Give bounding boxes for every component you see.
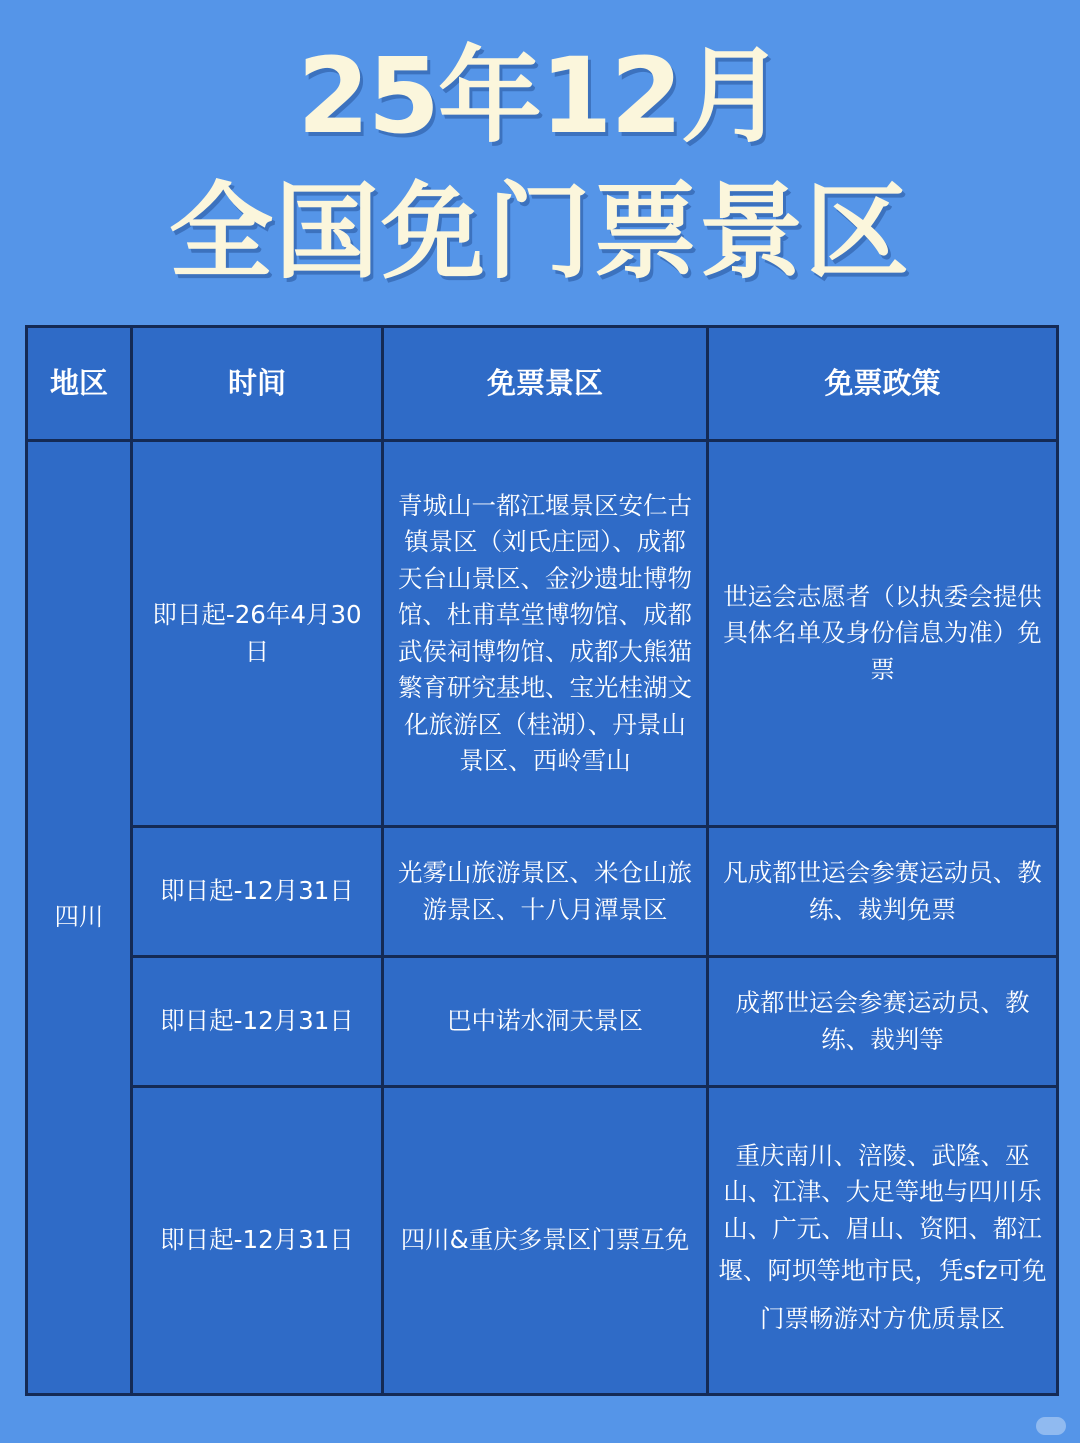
time-cell: 即日起-12月31日 xyxy=(132,957,383,1087)
policy-text-part2: sfz可免门票畅游对方优质景区 xyxy=(760,1256,1047,1334)
title-line-1: 25年12月 xyxy=(297,35,783,157)
scenic-cell: 四川&重庆多景区门票互免 xyxy=(383,1087,708,1395)
table-header-row xyxy=(27,327,1058,441)
header-region: 地区 xyxy=(27,327,132,441)
policy-cell: 成都世运会参赛运动员、教练、裁判等 xyxy=(708,957,1058,1087)
watermark-logo xyxy=(1036,1417,1066,1435)
table-row xyxy=(27,957,1058,1087)
scenic-cell: 青城山一都江堰景区安仁古镇景区（刘氏庄园）、成都天台山景区、金沙遗址博物馆、杜甫草堂博物馆、成都武侯祠博物馆、成都大熊猫繁育研究基地、宝光桂湖文化旅游区（桂湖）、丹景山景区、西岭雪山 xyxy=(383,441,708,827)
time-cell: 即日起-26年4月30日 xyxy=(132,441,383,827)
table-row xyxy=(27,827,1058,957)
header-policy: 免票政策 xyxy=(708,327,1058,441)
region-cell: 四川 xyxy=(27,441,132,1395)
policy-cell: 凡成都世运会参赛运动员、教练、裁判免票 xyxy=(708,827,1058,957)
time-cell: 即日起-12月31日 xyxy=(132,1087,383,1395)
table-row xyxy=(27,441,1058,827)
policy-text-part1: 重庆南川、涪陵、武隆、巫山、江津、大足等地与四川乐山、广元、眉山、资阳、都江堰、阿坝等地市民，凭 xyxy=(718,1140,1042,1286)
free-scenic-table xyxy=(25,325,1059,1396)
policy-cell xyxy=(708,1087,1058,1395)
policy-cell: 世运会志愿者（以执委会提供具体名单及身份信息为准）免票 xyxy=(708,441,1058,827)
time-cell: 即日起-12月31日 xyxy=(132,827,383,957)
table-row xyxy=(27,1087,1058,1395)
title-line-2: 全国免门票景区 xyxy=(168,171,911,293)
header-scenic: 免票景区 xyxy=(383,327,708,441)
header-time: 时间 xyxy=(132,327,383,441)
scenic-cell: 巴中诺水洞天景区 xyxy=(383,957,708,1087)
scenic-cell: 光雾山旅游景区、米仓山旅游景区、十八月潭景区 xyxy=(383,827,708,957)
